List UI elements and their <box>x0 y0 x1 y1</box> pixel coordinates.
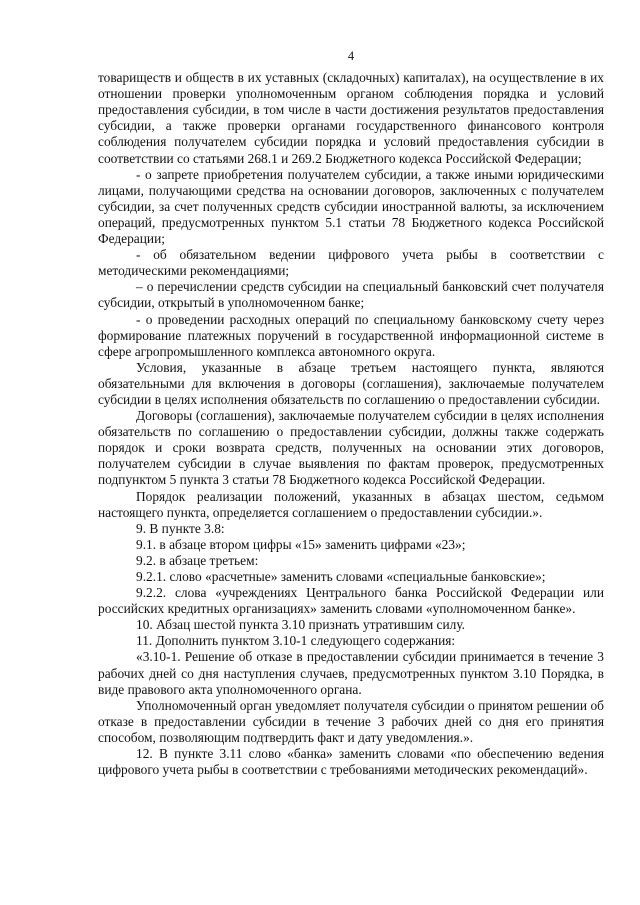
paragraph: «3.10-1. Решение об отказе в предоставлении субсидии принимается в течение 3 рабочих дней со дня наступления случаев, предусмотренных пунктом 3.10 Порядка, в виде правового акта уполномоченного органа. <box>98 649 604 697</box>
paragraph: - об обязательном ведении цифрового учета рыбы в соответствии с методическими рекомендациями; <box>98 247 604 279</box>
paragraph: 10. Абзац шестой пункта 3.10 признать утратившим силу. <box>136 617 466 633</box>
paragraph: 9.1. в абзаце втором цифры «15» заменить цифрами «23»; <box>136 536 466 552</box>
paragraph: 9.2. в абзаце третьем: <box>136 552 259 568</box>
paragraph: Условия, указанные в абзаце третьем настоящего пункта, являются обязательными для включения в договоры (соглашения), заключаемые получателем субсидии в целях исполнения обязательств по соглашению о предоставлении субсидии. <box>98 359 604 407</box>
paragraph: 9. В пункте 3.8: <box>136 520 225 536</box>
document-body <box>98 70 604 778</box>
page-number: 4 <box>347 49 355 63</box>
paragraph: 11. Дополнить пунктом 3.10-1 следующего содержания: <box>136 633 456 649</box>
paragraph: Уполномоченный орган уведомляет получателя субсидии о принятом решении об отказе в предоставлении субсидии в течение 3 рабочих дней со дня его принятия способом, позволяющим подтвердить факт и дату уведомления.». <box>98 697 604 745</box>
paragraph: Порядок реализации положений, указанных в абзацах шестом, седьмом настоящего пункта, определяется соглашением о предоставлении субсидии.». <box>98 488 604 520</box>
paragraph: 9.2.1. слово «расчетные» заменить словами «специальные банковские»; <box>136 569 546 584</box>
paragraph: 12. В пункте 3.11 слово «банка» заменить словами «по обеспечению ведения цифрового учета рыбы в соответствии с требованиями методических рекомендаций». <box>98 746 604 778</box>
paragraph: 9.2.2. слова «учреждениях Центрального банка Российской Федерации или российских кредитных организациях» заменить словами «уполномоченном банке». <box>98 585 604 617</box>
paragraph: Договоры (соглашения), заключаемые получателем субсидии в целях исполнения обязательств по соглашению о предоставлении субсидии, должны также содержать порядок и сроки возврата средств, полученных на основании этих договоров, получателем субсидии в случае выявления по фактам проверок, предусмотренных подпунктом 5 пункта 3 статьи 78 Бюджетного кодекса Российской Федерации. <box>98 408 604 488</box>
paragraph: - о запрете приобретения получателем субсидии, а также иными юридическими лицами, получающими средства на основании договоров, заключенных с получателем субсидии, за счет полученных средств субсидии иностранной валюты, за исключением операций, предусмотренных пунктом 5.1 статьи 78 Бюджетного кодекса Российской Федерации; <box>98 166 604 247</box>
paragraph: - о проведении расходных операций по специальному банковскому счету через формирование платежных поручений в государственной информационной системе в сфере агропромышленного комплекса автономного округа. <box>98 311 604 359</box>
paragraph: – о перечислении средств субсидии на специальный банковский счет получателя субсидии, открытый в уполномоченном банке; <box>98 279 604 311</box>
paragraph: товариществ и обществ в их уставных (складочных) капиталах), на осуществление в их отношении проверки уполномоченным органом соблюдения порядка и условий предоставления субсидии, в том числе в части достижения результатов предоставления субсидии, а также проверки органами государственного финансового контроля соблюдения получателем субсидии порядка и условий предоставления субсидии в соответствии со статьями 268.1 и 269.2 Бюджетного кодекса Российской Федерации; <box>98 70 604 166</box>
